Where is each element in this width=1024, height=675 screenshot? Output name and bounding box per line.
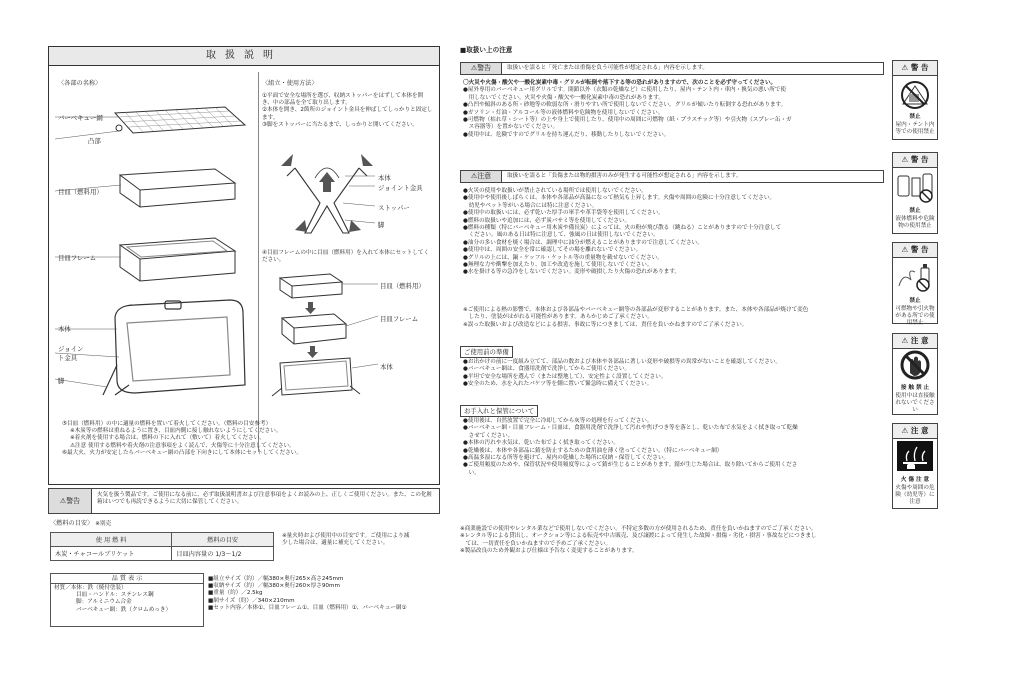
list-item: ●油分の多い食材を焼く場合は、調理中に油分が燃えることがありますので注意してください。 <box>463 239 703 246</box>
side-card-head: ⚠ 警 告 <box>893 243 937 258</box>
list-item: ※レンタル等による貸出し、オークション等による転売や中古販売、及び譲渡によって発生した故障・損傷・劣化・損害・事故などにつきまし <box>460 533 817 540</box>
side-card-burn-caution <box>892 423 938 509</box>
care-list <box>463 418 798 477</box>
step4-label-fuel-tray: 目皿（燃料用） <box>380 282 425 290</box>
assembly-step-2: ②本体を開き、2箇所のジョイント金具を伸ばしてしっかりと固定します。 <box>262 107 433 121</box>
assembly-label-body: 本体 <box>378 174 391 182</box>
fuel-title <box>50 520 111 528</box>
list-item: ●使用中や使用後しばらくは、本体や各部品が高温になって熱気も上昇します。火傷や周囲の危険に十分注意してください。 <box>463 195 776 202</box>
spec-line: ■セット内容／本体①、目皿フレーム①、目皿（燃料用）①、バーベキュー網① <box>208 604 407 611</box>
warning-header <box>460 62 884 75</box>
footer-notes <box>460 526 817 556</box>
quality-lines <box>51 584 203 615</box>
body-drawing <box>103 300 245 395</box>
warning-head-text: 取扱いを誤ると「死亡または重傷を負う可能性が想定される」内容を示します。 <box>507 65 708 71</box>
side-card-indoor-prohibited <box>892 60 938 140</box>
assembly-heading: 〈組立・使用方法〉 <box>262 80 318 87</box>
side-card-head: ⚠ 警 告 <box>893 61 937 76</box>
step-6-line: ⑥最大火、火力が安定したらバーベキュー網の凸部を下向きにして本体にセットしてください。 <box>62 449 302 456</box>
step-4: ④目皿フレームの中に目皿（燃料用）を入れて本体にセットしてください。 <box>262 250 430 264</box>
page-title: 取扱説明 <box>48 46 440 66</box>
assembly-step-1: ①平面で安全な場所を選び、収納ストッパーをはずして本体を開き、中の部品を全て取り出します。 <box>262 93 424 107</box>
caution-header <box>460 170 884 183</box>
caution-head-text: 取扱いを誤ると「負傷または物的損害のみが発生する可能性が想定される」内容を示します。 <box>507 173 742 179</box>
caution-tag: ⚠注意 <box>461 171 502 182</box>
list-item: ●火災の使用や取扱いが禁止されている場所では使用しないでください。 <box>463 188 647 194</box>
caution-heading: ■取扱い上の注意 <box>460 46 513 54</box>
list-item: ※商業施設での使用やレンタル業などで使用しないでください。不特定多数の方が使用されるため、責任を負いかねますのでご了承ください。 <box>460 526 817 532</box>
assembly-illustration <box>265 148 435 243</box>
label-fuel-tray: 目皿（燃料用） <box>58 188 103 196</box>
side-card-liquid-fuel-prohibited <box>892 152 938 234</box>
side-card-label: 接 触 禁 止 <box>900 385 930 391</box>
step-5-line: ※着火剤を使用する場合は、燃料の下に入れて（敷いて）着火してください。 <box>70 435 265 442</box>
tent-prohibited-icon <box>893 76 937 110</box>
fuel-note: ※別売 <box>95 521 112 527</box>
quality-line: 目皿・ハンドル：ステンレス鋼 <box>76 592 154 599</box>
side-card-label: 禁止 <box>909 114 921 120</box>
quality-line: 脚：アルミニウム合金 <box>76 599 132 606</box>
list-item: ●無理な力や衝撃を加えたり、加工や改造を施して使用しないでください。 <box>463 262 653 269</box>
list-item: ●燃料の取扱いや追加には、必ず炭バサミ等を使用してください。 <box>463 217 631 224</box>
warning-bar <box>48 488 440 514</box>
list-item: ●本体の汚れや水気は、乾いた布でよく拭き取ってください。 <box>463 440 619 447</box>
side-card-caption: 可燃物や引火物がある所での使用禁止 <box>895 306 935 326</box>
label-tray-frame: 目皿フレーム <box>58 254 97 262</box>
warning-tag: ⚠警告 <box>49 489 92 513</box>
spray-can-prohibited-icon <box>893 258 937 294</box>
care-title: お手入れと保管について <box>460 405 538 417</box>
list-item: い。 <box>463 469 480 476</box>
step4-illustration <box>270 268 380 398</box>
quality-title: 品 質 表 示 <box>51 574 203 584</box>
warning-tag: ⚠警告 <box>461 63 502 74</box>
list-item: ●乾燥後は、本体や各部品に錆を防止するための食用油を薄く塗ってください。（特にバーベキュー網） <box>463 447 723 454</box>
list-item: ●使用中は、危険ですのでグリルを持ち運んだり、移動したりしないでください。 <box>463 131 670 138</box>
side-card-label: 禁止 <box>909 208 921 214</box>
side-card-no-touch <box>892 333 938 415</box>
side-card-caption: 屋内・テント内等での使用禁止 <box>895 122 935 135</box>
list-item: ●水を掛ける等の急冷をしないでください。変形や破損したり火傷の恐れがあります。 <box>463 269 680 276</box>
warning-list <box>463 80 792 139</box>
hot-surface-icon <box>893 439 937 473</box>
assembly-label-leg: 脚 <box>378 221 385 229</box>
step4-label-tray-frame: 目皿フレーム <box>380 315 419 323</box>
step4-label-body: 本体 <box>380 363 393 371</box>
list-item: ●使用中は、周囲の安全を常に確認してその場を離れないでください。 <box>463 247 642 254</box>
prep-title: ご使用前の準備 <box>460 346 513 358</box>
side-card-caption: 火傷や周囲の危険（幼児等）に注意 <box>895 485 935 505</box>
fuel-table-cell: 木炭・チャコールブリケット <box>51 547 172 561</box>
step-5-line: ※木炭等の燃料は重ねるように置き、目皿内側に接し触れないようにしてください。 <box>70 428 282 435</box>
list-item: ●ガソリン・灯油・アルコール等の液体燃料や危険物を使用しないでください。 <box>463 109 664 116</box>
prep-list <box>463 359 781 389</box>
assembly-label-joint: ジョイント金具 <box>378 184 423 192</box>
list-item: ●使用中の取扱いには、必ず乾いた厚手の軍手や革手袋等を使用してください。 <box>463 210 664 217</box>
spec-line: ■網サイズ（約）／340×210mm <box>208 597 295 604</box>
step-5-block <box>62 421 434 457</box>
list-item: ●グリルの上には、鍋・ケッフル・ケットル等の重量物を載せないでください。 <box>463 254 663 261</box>
no-touch-icon <box>893 349 937 381</box>
side-card-head: ⚠ 注 意 <box>893 424 937 439</box>
fuel-can-prohibited-icon <box>893 168 937 204</box>
column-divider <box>258 72 259 452</box>
fuel-table-cell: 目皿内容量の 1/3〜1/2 <box>172 547 274 561</box>
tray-frame-drawing <box>120 238 235 281</box>
list-item: ●お出かけの前に一度組み立てて、部品の数および本体や各部品に著しい変形や破損等の異常がないことを確認してください。 <box>463 359 782 365</box>
quality-line: バーベキュー網：鉄（クロムめっき） <box>76 606 172 613</box>
list-item: ●使用後は、自然放置で完全に冷却してから灰等の処理を行ってください。 <box>463 418 653 424</box>
list-item: ※ご使用による熱の影響で、本体および各部品やバーベキュー網等の各部品が変形することがあります。また、本体や各部品が焼けて変色 <box>463 307 809 313</box>
label-leg: 脚 <box>58 377 65 385</box>
notes-list <box>463 307 808 329</box>
list-item: ●安全のため、水を入れたバケツ等を側に置いて緊急時に備えてください。 <box>463 381 653 388</box>
side-card-label: 禁止 <box>909 298 921 304</box>
list-item: 幼児やペット等がいる場合には特に注意ください。 <box>463 202 598 209</box>
list-item: ●バーベキュー網は、食器用洗剤で洗浄してからご使用ください。 <box>463 366 631 373</box>
list-item: ●可燃物（枯れ草・シート等）の上や身上で使用したり、使用中の周囲に可燃物（紙・プラスチック等）や引火物（スプレー缶・ガ <box>463 117 792 124</box>
list-item: させてください。 <box>463 432 514 439</box>
spec-list <box>208 576 438 612</box>
side-card-flammable-prohibited <box>892 242 938 324</box>
spec-line: ■収納サイズ（約）／幅380×奥行260×厚さ90mm <box>208 583 340 590</box>
list-item: ●高温多湿になる所等を避けて、屋内の乾燥した場所に収納・保管してください。 <box>463 455 670 462</box>
side-card-head: ⚠ 注 意 <box>893 334 937 349</box>
fuel-tray-drawing <box>120 169 235 207</box>
caution-list <box>463 188 781 277</box>
fuel-table-header: 燃料の目安 <box>172 533 274 547</box>
list-item: ては、一切責任を負いかねますので予めご了承ください。 <box>460 540 612 547</box>
list-item: ●バーベキュー網・目皿フレーム・目皿は、食器用洗剤で洗浄して汚れや焦げつき等を落とし、乾いた布で水気をよく拭き取って乾燥 <box>463 425 798 432</box>
list-item: ※製品改良のため外観および仕様は予告なく変更することがあります。 <box>460 548 638 555</box>
list-item: ス容器等）を置かないでください。 <box>463 124 559 131</box>
label-joint: ジョイント金具 <box>58 345 84 362</box>
side-card-head: ⚠ 警 告 <box>893 153 937 168</box>
assembly-step-3: ③脚をストッパーに当たるまで、しっかりと開いてください。 <box>262 121 418 128</box>
side-card-label: 火 傷 注 意 <box>900 477 930 483</box>
list-item: ください。風のある日は特に注意して、強風の日は使用しないでください。 <box>463 232 659 239</box>
list-item: 〇火災や火傷・酸欠や一酸化炭素中毒・グリルが転倒や落下する等の恐れがありますので、次のことを必ず守ってください。 <box>463 80 777 86</box>
list-item: ●屋外専用のバーベキュー用グリルです。閉鎖以外（衣類の乾燥など）に使用したり、屋内・テント内・車内・換気の悪い所で使 <box>463 87 786 94</box>
parts-heading: 〈各部の名称〉 <box>58 80 102 87</box>
list-item: したり、塗装がはがれる可能性があります。あらかじめご了承ください。 <box>463 314 653 321</box>
bbq-net-drawing <box>115 107 245 133</box>
list-item: 用しないでください。火災や火傷・酸欠や一酸化炭素中毒の恐れがあります。 <box>463 94 664 101</box>
list-item: ●燃料の種類（特にバーベキュー用木炭や備長炭）によっては、火の粉が飛び散る（跳ねる）ことがありますので十分注意して <box>463 225 782 232</box>
step-5-line: ⑤目皿（燃料用）の中に適量の燃料を置いて着火してください。（燃料の目安参考） <box>62 421 272 427</box>
side-card-caption: 液体燃料や危険物の使用禁止 <box>895 216 935 229</box>
fuel-table-header: 使 用 燃 料 <box>51 533 172 547</box>
step-5-line: ⚠注意 使用する燃料や着火剤の注意事項をよく読んで、火傷等に十分注意してください。 <box>70 442 295 449</box>
list-item: ●凸凹や傾斜のある所・砂地等の軟弱な所・滑りやすい所で使用しないでください。グリルが傾いたり転倒する恐れがあります。 <box>463 102 787 109</box>
assembly-label-stopper: ストッパー <box>378 204 410 212</box>
quality-box <box>50 573 204 627</box>
spec-line: ■重量（約）／2.5kg <box>208 590 263 597</box>
assembly-steps <box>262 93 434 129</box>
list-item: ●平坦で安全な場所を選んで（または整地して）、安定性よく設置してください。 <box>463 373 667 380</box>
quality-line: 材質／本体：鉄（焼付塗装） <box>54 585 127 591</box>
side-card-caption: 使用中は直接触れないでください <box>895 393 935 413</box>
warning-text: 火気を扱う製品です。ご使用になる前に、必ず取扱説明書および注意事項をよくお読みの上、正しくご使用ください。また、この化粧箱はいつでも再読できるように大切に保管してください。 <box>97 492 433 506</box>
fuel-side-note: ※量火時および使用中の目安です。ご使用により減少した場合は、適量に補充してください。 <box>282 533 410 547</box>
list-item: ●ご使用頻度のためや、保管状況や使用頻度等によって錆が生じることがあります。錆が生じた場合は、取り除いてからご使用くださ <box>463 462 798 469</box>
label-bbq-net: バーベキュー網 <box>58 114 103 122</box>
label-body: 本体 <box>58 325 71 333</box>
label-convex: 凸部 <box>88 137 101 145</box>
spec-line: ■組立サイズ（約）／幅380×奥行265×高さ245mm <box>208 576 344 582</box>
fuel-table <box>50 532 274 561</box>
list-item: ※誤った取扱いおよび改造などによる損害、事故に等につきましては、責任を負いかねますのでご了承ください。 <box>463 321 748 328</box>
fuel-title-text: 〈燃料の目安〉 <box>50 520 94 527</box>
